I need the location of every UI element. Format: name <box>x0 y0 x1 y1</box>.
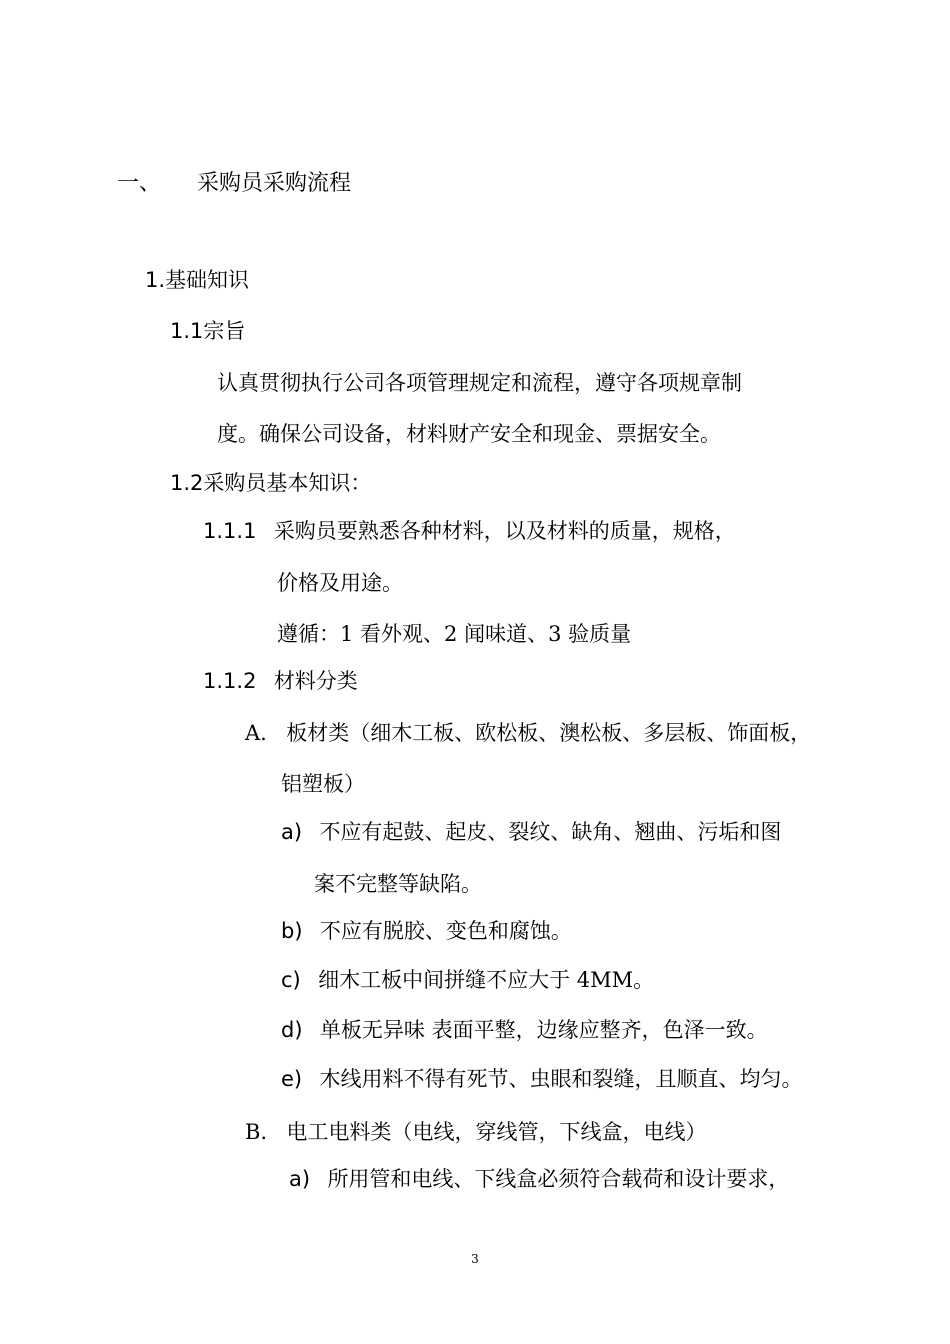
category-A: A. 板材类（细木工板、欧松板、澳松板、多层板、饰面板， <box>245 721 812 745</box>
list-item: a) 所用管和电线、下线盒必须符合载荷和设计要求， <box>289 1167 790 1191</box>
page-number: 3 <box>471 1252 479 1266</box>
list-item: c) 细木工板中间拼缝不应大于 4MM。 <box>281 968 655 992</box>
list-item-cont: 案不完整等缺陷。 <box>314 872 482 896</box>
category-B: B. 电工电料类（电线，穿线管，下线盒，电线） <box>245 1120 707 1144</box>
list-item: b) 不应有脱胶、变色和腐蚀。 <box>281 919 572 943</box>
rule-line: 遵循：1 看外观、2 闻味道、3 验质量 <box>277 622 632 646</box>
list-item: e) 木线用料不得有死节、虫眼和裂缝，且顺直、均匀。 <box>281 1067 803 1091</box>
subsection-1-2-title: 1.2采购员基本知识： <box>170 471 372 495</box>
list-item: a) 不应有起鼓、起皮、裂纹、缺角、翘曲、污垢和图 <box>281 820 782 844</box>
paragraph-line: 度。确保公司设备，材料财产安全和现金、票据安全。 <box>217 422 721 446</box>
subsection-1-title: 1.基础知识 <box>145 268 250 292</box>
heading-number: 一、 <box>117 171 162 196</box>
list-item: d) 单板无异味 表面平整，边缘应整齐，色泽一致。 <box>281 1018 768 1042</box>
item-1-1-1-cont: 价格及用途。 <box>277 571 403 595</box>
section-heading <box>117 169 351 199</box>
category-A-cont: 铝塑板） <box>281 772 365 796</box>
item-1-1-1: 1.1.1 采购员要熟悉各种材料，以及材料的质量，规格， <box>203 519 736 543</box>
paragraph-line: 认真贯彻执行公司各项管理规定和流程，遵守各项规章制 <box>217 371 742 395</box>
item-1-1-2: 1.1.2 材料分类 <box>203 669 358 693</box>
subsection-1-1-title: 1.1宗旨 <box>170 319 246 343</box>
heading-text: 采购员采购流程 <box>197 171 352 196</box>
